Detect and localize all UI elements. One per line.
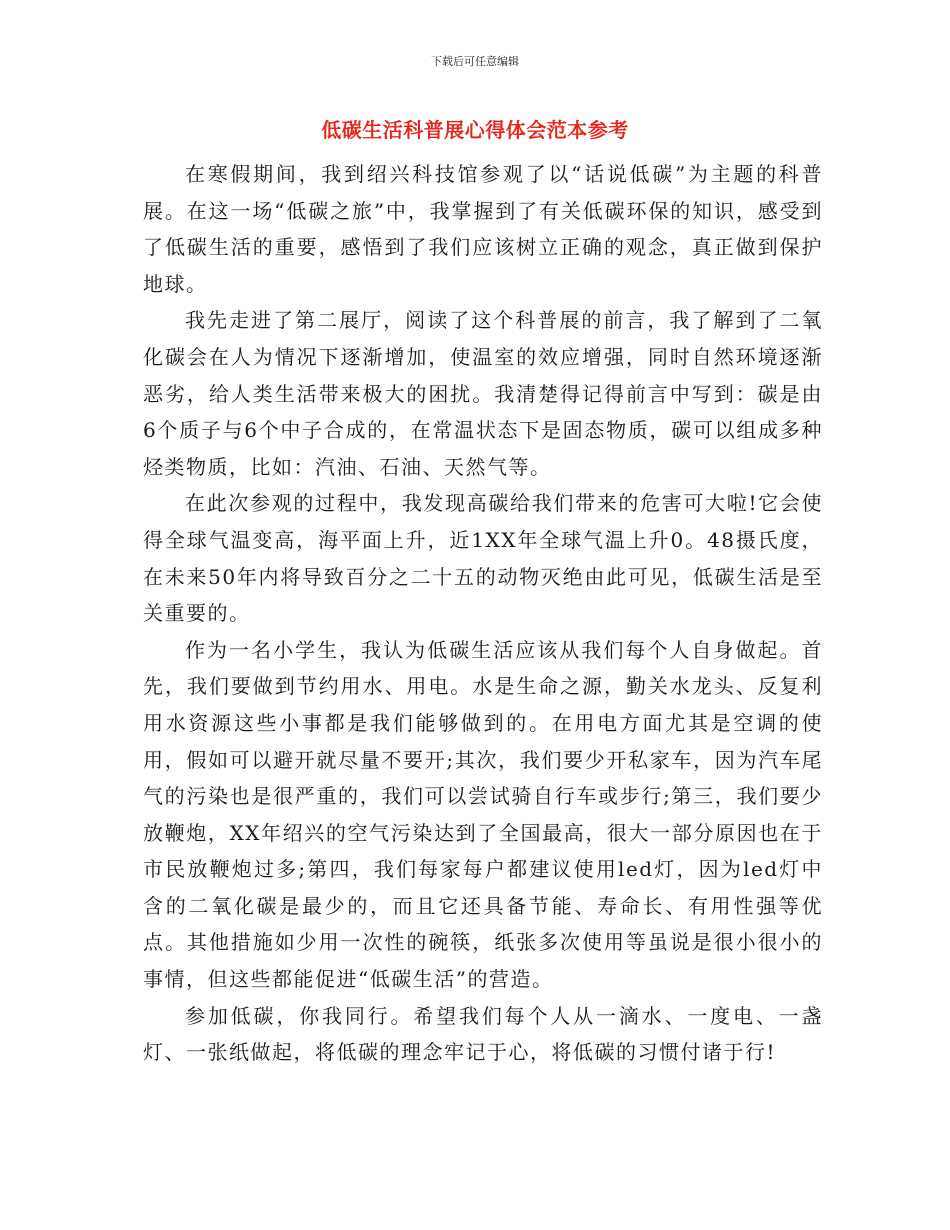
document-body: [143, 156, 823, 1071]
paragraph: 作为一名小学生，我认为低碳生活应该从我们每个人自身做起。首先，我们要做到节约用水、用电。水是生命之源，勤关水龙头、反复利用水资源这些小事都是我们能够做到的。在用电方面尤其是空调的使用，假如可以避开就尽量不要开;其次，我们要少开私家车，因为汽车尾气的污染也是很严重的，我们可以尝试骑自行车或步行;第三，我们要少放鞭炮，XX年绍兴的空气污染达到了全国最高，很大一部分原因也在于市民放鞭炮过多;第四，我们每家每户都建议使用led灯，因为led灯中含的二氧化碳是最少的，而且它还具备节能、寿命长、有用性强等优点。其他措施如少用一次性的碗筷，纸张多次使用等虽说是很小很小的事情，但这些都能促进“低碳生活”的营造。: [143, 637, 823, 992]
paragraph: 在此次参观的过程中，我发现高碳给我们带来的危害可大啦!它会使得全球气温变高，海平面上升，近1XX年全球气温上升0。48摄氏度，在未来50年内将导致百分之二十五的动物灭绝由此可见，低碳生活是至关重要的。: [143, 491, 823, 626]
paragraph: 参加低碳，你我同行。希望我们每个人从一滴水、一度电、一盏灯、一张纸做起，将低碳的理念牢记于心，将低碳的习惯付诸于行!: [143, 1003, 823, 1065]
document-title: 低碳生活科普展心得体会范本参考: [321, 118, 629, 142]
paragraph: 我先走进了第二展厅，阅读了这个科普展的前言，我了解到了二氧化碳会在人为情况下逐渐增加，使温室的效应增强，同时自然环境逐渐恶劣，给人类生活带来极大的困扰。我清楚得记得前言中写到：碳是由6个质子与6个中子合成的，在常温状态下是固态物质，碳可以组成多种烃类物质，比如：汽油、石油、天然气等。: [143, 308, 823, 479]
header-note: 下载后可任意编辑: [431, 55, 519, 68]
paragraph: 在寒假期间，我到绍兴科技馆参观了以“话说低碳”为主题的科普展。在这一场“低碳之旅”中，我掌握到了有关低碳环保的知识，感受到了低碳生活的重要，感悟到了我们应该树立正确的观念，真正做到保护地球。: [143, 162, 823, 296]
